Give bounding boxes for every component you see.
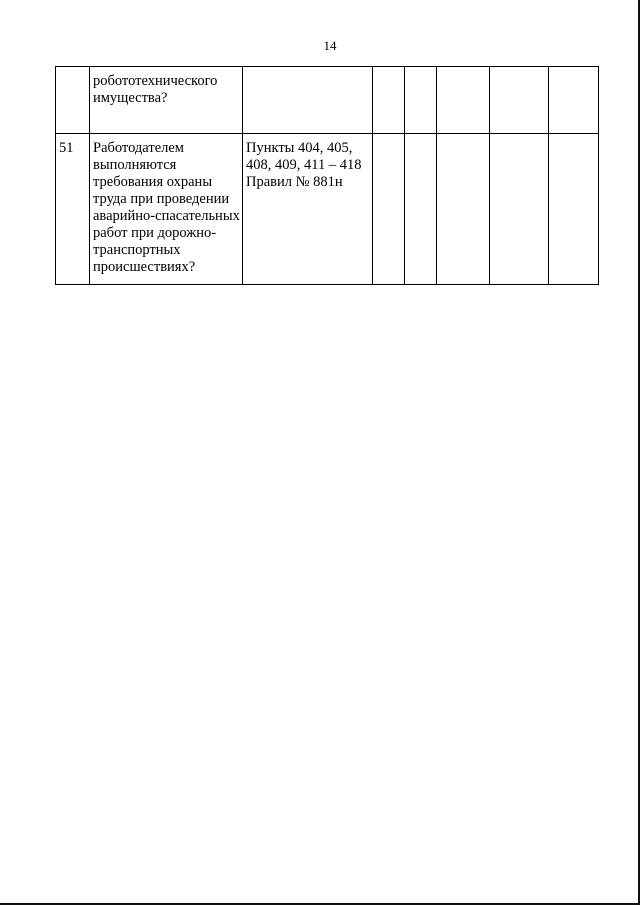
note-cell xyxy=(490,67,549,134)
note-cell xyxy=(490,134,549,285)
extra-cell xyxy=(549,134,599,285)
question-cell xyxy=(90,134,243,285)
row-number-cell xyxy=(56,67,90,134)
answer-na-cell xyxy=(437,134,490,285)
page-number: 14 xyxy=(323,38,337,53)
reference-cell xyxy=(243,67,373,134)
reference-line: Правил № 881н xyxy=(246,174,343,190)
question-line: имущества? xyxy=(93,90,168,106)
question-line: происшествиях? xyxy=(93,259,196,275)
reference-cell xyxy=(243,134,373,285)
question-line: аварийно-спасательных xyxy=(93,208,240,224)
checklist-table xyxy=(55,66,599,285)
extra-cell xyxy=(549,67,599,134)
question-line: робототехнического xyxy=(93,73,218,89)
answer-yes-cell xyxy=(373,67,405,134)
question-line: выполняются xyxy=(93,157,177,173)
table-row xyxy=(56,67,599,134)
reference-line: Пункты 404, 405, xyxy=(246,140,353,156)
table-row xyxy=(56,134,599,285)
question-cell xyxy=(90,67,243,134)
answer-na-cell xyxy=(437,67,490,134)
question-line: труда при проведении xyxy=(93,191,230,207)
row-number-cell: 51 xyxy=(56,134,90,285)
answer-yes-cell xyxy=(373,134,405,285)
answer-no-cell xyxy=(405,134,437,285)
question-line: работ при дорожно- xyxy=(93,225,217,241)
question-line: требования охраны xyxy=(93,174,213,190)
question-line: транспортных xyxy=(93,242,181,258)
question-line: Работодателем xyxy=(93,140,184,156)
reference-line: 408, 409, 411 – 418 xyxy=(246,157,362,173)
answer-no-cell xyxy=(405,67,437,134)
